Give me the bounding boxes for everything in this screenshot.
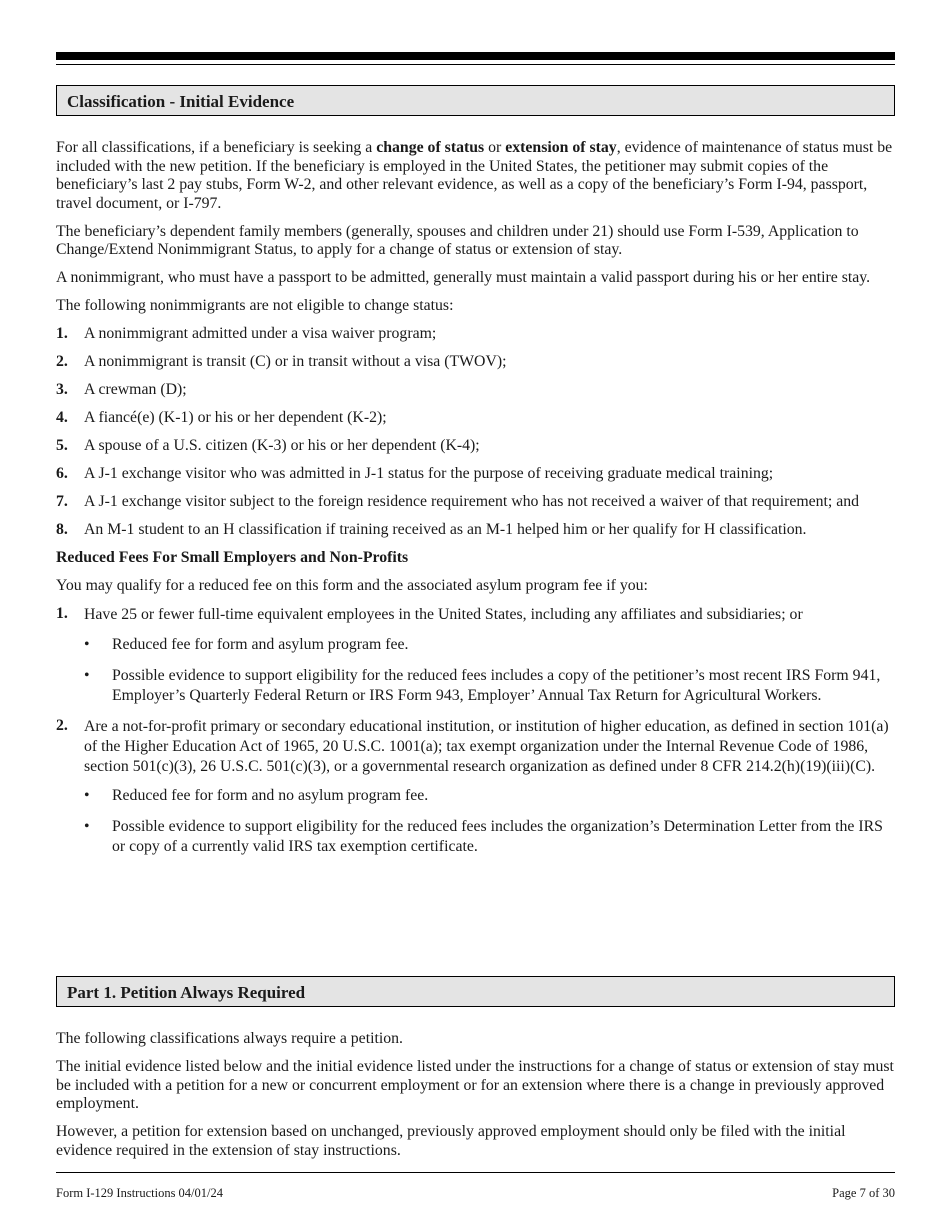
- reduced-fees-heading: Reduced Fees For Small Employers and Non-Profits: [56, 549, 409, 566]
- section-heading-part1: Part 1. Petition Always Required: [56, 976, 895, 1007]
- list-item: 6. A J-1 exchange visitor who was admitted in J-1 status for the purpose of receiving graduate medical training;: [56, 465, 774, 482]
- bullet-item: • Possible evidence to support eligibility for the reduced fees includes a copy of the petitioner’s most recent IRS Form 941, Employer’s Quarterly Federal Return or IRS Form 943, Employer’ Annual Tax Return for Agricultural Workers.: [84, 666, 881, 704]
- list-item: 1. A nonimmigrant admitted under a visa waiver program;: [56, 325, 437, 342]
- paragraph-dependents: The beneficiary’s dependent family members (generally, spouses and children under 21) should use Form I-539, Application to Change/Extend Nonimmigrant Status, to apply for a change of status or extension of stay.: [56, 222, 859, 258]
- reduced-fees-intro: You may qualify for a reduced fee on this form and the associated asylum program fee if you:: [56, 577, 648, 594]
- footer-rule: [56, 1172, 895, 1173]
- bullet-item: • Reduced fee for form and no asylum program fee.: [84, 787, 429, 804]
- paragraph-extension-unchanged: However, a petition for extension based on unchanged, previously approved employment should only be filed with the initial evidence required in the extension of stay instructions.: [56, 1123, 846, 1159]
- paragraph-passport: A nonimmigrant, who must have a passport to be admitted, generally must maintain a valid passport during his or her entire stay.: [56, 269, 871, 286]
- paragraph-maintenance-of-status: For all classifications, if a beneficiary is seeking a change of status or extension of stay, evidence of maintenance of status must be included with the new petition. If the beneficiary is employed in the United States, the petitioner may submit copies of the beneficiary’s last 2 pay stubs, Form W-2, and other relevant evidence, as well as a copy of the beneficiary’s Form I-94, passport, travel document, or I-797.: [56, 139, 893, 212]
- bullet-icon: •: [84, 818, 90, 835]
- reduced-fee-item: 1. Have 25 or fewer full-time equivalent employees in the United States, including any affiliates and subsidiaries; or: [56, 605, 803, 623]
- list-item: 7. A J-1 exchange visitor subject to the foreign residence requirement who has not received a waiver of that requirement; and: [56, 493, 860, 510]
- bold-change-of-status: change of status: [376, 139, 485, 156]
- section-part1-body: [56, 1030, 895, 1170]
- page-footer: [56, 1186, 895, 1201]
- list-item: 8. An M-1 student to an H classification if training received as an M-1 helped him or her qualify for H classification.: [56, 521, 807, 538]
- bullet-item: • Reduced fee for form and asylum program fee.: [84, 635, 409, 653]
- list-item: 5. A spouse of a U.S. citizen (K-3) or his or her dependent (K-4);: [56, 437, 480, 454]
- bullet-icon: •: [84, 666, 90, 684]
- paragraph-not-eligible-intro: The following nonimmigrants are not eligible to change status:: [56, 297, 454, 314]
- document-page: [56, 0, 895, 1230]
- bullet-icon: •: [84, 635, 90, 653]
- paragraph-initial-evidence: The initial evidence listed below and the initial evidence listed under the instructions for a change of status or extension of stay must be included with a petition for a new or concurrent employment or for an extension where there is a change in previously approved employment.: [56, 1058, 894, 1112]
- list-item: 2. A nonimmigrant is transit (C) or in transit without a visa (TWOV);: [56, 353, 507, 370]
- header-rule-thin: [56, 64, 895, 65]
- section-classification-body: [56, 139, 895, 868]
- bullet-item: • Possible evidence to support eligibility for the reduced fees includes the organization’s Determination Letter from the IRS or copy of a currently valid IRS tax exemption certificate.: [84, 818, 883, 855]
- footer-page-number: Page 7 of 30: [832, 1186, 895, 1200]
- paragraph-always-require: The following classifications always require a petition.: [56, 1030, 403, 1047]
- reduced-fee-item: 2. Are a not-for-profit primary or secondary educational institution, or institution of higher education, as defined in section 101(a) of the Higher Education Act of 1965, 20 U.S.C. 1001(a); tax exempt organization under the Internal Revenue Code of 1986, section 501(c)(3), 26 U.S.C. 501(c)(3), or a governmental research organization as defined under 8 CFR 214.2(h)(19)(iii)(C).: [56, 716, 889, 775]
- header-rule-thick: [56, 52, 895, 60]
- bold-extension-of-stay: extension of stay: [505, 139, 617, 156]
- footer-form-id: Form I-129 Instructions 04/01/24: [56, 1186, 224, 1200]
- list-item: 3. A crewman (D);: [56, 381, 187, 398]
- section-heading-classification: Classification - Initial Evidence: [56, 85, 895, 116]
- list-item: 4. A fiancé(e) (K-1) or his or her dependent (K-2);: [56, 409, 387, 426]
- bullet-icon: •: [84, 787, 90, 804]
